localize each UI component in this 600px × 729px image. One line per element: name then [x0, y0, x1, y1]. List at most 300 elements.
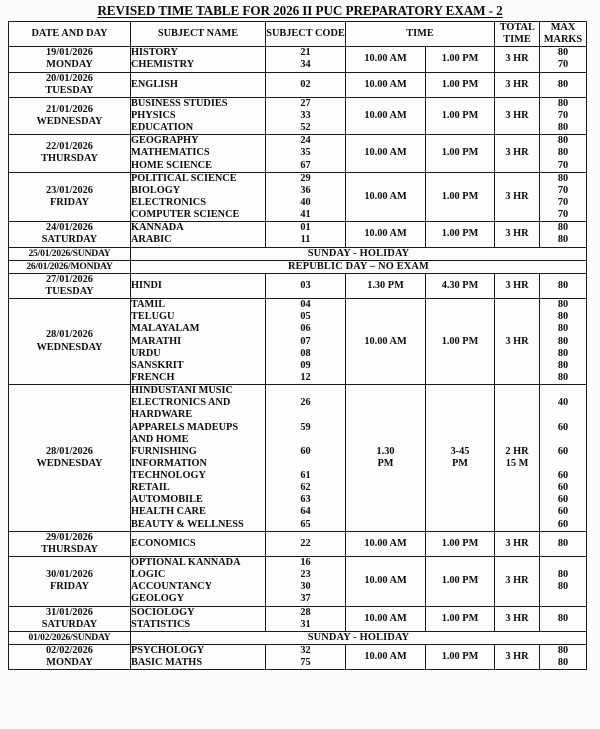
cell-total-time: [495, 222, 540, 247]
cell-subject-code: [266, 645, 346, 670]
cell-start-time: [346, 97, 426, 134]
subject-name-line: HOME SCIENCE: [131, 159, 212, 171]
subject-name: [131, 385, 265, 531]
max-marks-line: 80: [557, 359, 569, 371]
cell-subject-code: [266, 222, 346, 247]
subject-code-line: 36: [300, 184, 311, 196]
table-row: [9, 557, 587, 607]
cell-subject-name: [131, 606, 266, 631]
max-marks: [540, 173, 586, 222]
max-marks: [540, 613, 586, 625]
subject-name: [131, 79, 265, 91]
subject-code-line: 21: [300, 47, 311, 59]
max-marks-line: 80: [557, 371, 569, 383]
subject-code: [266, 538, 345, 550]
subject-code-line: 09: [300, 359, 311, 371]
total-time: [495, 53, 539, 65]
table-row: [9, 631, 587, 644]
cell-end-time: [426, 72, 495, 97]
end-time-line: 1.00 PM: [441, 651, 479, 663]
subject-name-line: GEOLOGY: [131, 593, 185, 605]
end-time: [426, 191, 494, 203]
subject-name-line: HEALTH CARE: [131, 506, 206, 518]
start-time-line: 10.00 AM: [364, 190, 407, 202]
subject-name-line: POLITICAL SCIENCE: [131, 172, 237, 184]
max-marks-line: 70: [557, 196, 569, 208]
date-text: [9, 274, 130, 298]
date-text-line: 30/01/2026: [46, 569, 93, 581]
total-time-line: 3 HR: [505, 612, 529, 624]
cell-holiday-note: SUNDAY - HOLIDAY: [131, 631, 587, 644]
start-time: [346, 613, 425, 625]
subject-name-line: ECONOMICS: [131, 537, 196, 549]
cell-total-time: [495, 97, 540, 134]
date-text-line: TUESDAY: [45, 285, 94, 297]
cell-subject-code: [266, 135, 346, 172]
cell-total-time: [495, 172, 540, 222]
total-time-line: 3 HR: [505, 537, 529, 549]
start-time: [346, 280, 425, 292]
cell-subject-code: [266, 531, 346, 556]
max-marks-line: 80: [557, 569, 569, 581]
subject-name-line: SANSKRIT: [131, 359, 184, 371]
cell-subject-name: [131, 531, 266, 556]
cell-date-and-day: [9, 47, 131, 72]
cell-end-time: [426, 47, 495, 72]
max-marks-line: 80: [557, 172, 569, 184]
header-total-time-line2: TIME: [503, 34, 531, 46]
cell-subject-code: [266, 299, 346, 385]
subject-code-line: 26: [300, 397, 311, 409]
max-marks-line: 70: [557, 184, 569, 196]
header-subject-code-line2: CODE: [315, 28, 345, 40]
date-text-line: 28/01/2026: [46, 445, 93, 457]
cell-max-marks: [540, 47, 587, 72]
header-total-time: [495, 22, 540, 47]
cell-date-and-day: [9, 172, 131, 222]
start-time-line: 10.00 AM: [364, 537, 407, 549]
header-subject-code: [266, 22, 346, 47]
start-time: [346, 575, 425, 587]
cell-start-time: [346, 72, 426, 97]
cell-max-marks: [540, 172, 587, 222]
table-row: [9, 645, 587, 670]
end-time-line: 1.00 PM: [441, 147, 479, 159]
cell-subject-name: [131, 47, 266, 72]
subject-code: [266, 79, 345, 91]
subject-name: [131, 607, 265, 631]
end-time-line: 1.00 PM: [441, 612, 479, 624]
table-row: [9, 260, 587, 273]
subject-name-line: FURNISHING: [131, 445, 197, 457]
cell-subject-name: [131, 273, 266, 298]
header-subject-code-line1: SUBJECT: [266, 28, 313, 40]
cell-date-and-day: [9, 247, 131, 260]
subject-code-line: 23: [300, 569, 311, 581]
table-row: [9, 135, 587, 172]
table-row: [9, 72, 587, 97]
start-time: [346, 53, 425, 65]
subject-name-line: APPARELS MADEUPS: [131, 421, 239, 433]
start-time: [346, 446, 425, 470]
subject-name-line: AUTOMOBILE: [131, 494, 203, 506]
cell-subject-name: [131, 299, 266, 385]
total-time-line: 3 HR: [505, 651, 529, 663]
max-marks-line: 80: [557, 97, 569, 109]
cell-end-time: [426, 135, 495, 172]
cell-date-and-day: [9, 606, 131, 631]
end-time: [426, 613, 494, 625]
cell-subject-code: [266, 47, 346, 72]
start-time-line: PM: [377, 457, 394, 469]
subject-name-line: ELECTRONICS AND: [131, 397, 231, 409]
subject-code-line: 07: [300, 335, 311, 347]
subject-name: [131, 299, 265, 384]
cell-subject-name: [131, 72, 266, 97]
cell-max-marks: [540, 385, 587, 532]
subject-code-line: 06: [300, 323, 311, 335]
cell-end-time: [426, 97, 495, 134]
max-marks: [540, 385, 586, 531]
date-text-line: 02/02/2026: [46, 645, 93, 657]
max-marks-line: 80: [557, 234, 569, 246]
subject-code: [266, 385, 345, 531]
end-time-line: 1.00 PM: [441, 78, 479, 90]
cell-subject-name: [131, 645, 266, 670]
cell-date-and-day: [9, 260, 131, 273]
end-time-line: PM: [451, 457, 468, 469]
subject-name: [131, 538, 265, 550]
subject-code-line: 05: [300, 311, 311, 323]
subject-name-line: BEAUTY & WELLNESS: [131, 518, 244, 530]
date-text: [9, 261, 130, 272]
total-time-line: 3 HR: [505, 109, 529, 121]
cell-subject-name: [131, 172, 266, 222]
date-text: [9, 222, 130, 246]
date-text-line: FRIDAY: [49, 581, 90, 593]
subject-name-line: HARDWARE: [131, 409, 193, 421]
subject-code-line: 40: [300, 196, 311, 208]
max-marks-line: 70: [557, 109, 569, 121]
subject-code-line: 30: [300, 581, 311, 593]
subject-name-line: FRENCH: [131, 371, 175, 383]
max-marks-line: 70: [557, 159, 569, 171]
end-time: [426, 228, 494, 240]
subject-name-line: BUSINESS STUDIES: [131, 97, 228, 109]
max-marks-line: 80: [557, 135, 569, 147]
cell-date-and-day: [9, 557, 131, 607]
cell-end-time: [426, 385, 495, 532]
cell-subject-code: [266, 172, 346, 222]
subject-name-line: INFORMATION: [131, 457, 207, 469]
subject-name-line: SOCIOLOGY: [131, 606, 195, 618]
date-text-line: 20/01/2026: [46, 72, 93, 84]
start-time-line: 10.00 AM: [364, 335, 407, 347]
cell-total-time: [495, 385, 540, 532]
subject-name-line: AND HOME: [131, 433, 189, 445]
cell-subject-code: [266, 273, 346, 298]
subject-name-line: EDUCATION: [131, 122, 194, 134]
subject-code-line: 24: [300, 135, 311, 147]
table-row: [9, 172, 587, 222]
subject-code-line: 01: [300, 222, 311, 234]
subject-name-line: RETAIL: [131, 482, 170, 494]
end-time-line: 1.00 PM: [441, 537, 479, 549]
subject-code-line: 75: [300, 657, 311, 669]
subject-code-line: 60: [300, 445, 311, 457]
subject-name: [131, 98, 265, 134]
subject-code: [266, 98, 345, 134]
subject-name-line: CHEMISTRY: [131, 59, 195, 71]
max-marks: [540, 299, 586, 384]
header-subject-name-line2: NAME: [206, 28, 239, 40]
start-time: [346, 191, 425, 203]
date-text: [9, 47, 130, 71]
end-time-line: 1.00 PM: [441, 335, 479, 347]
start-time: [346, 336, 425, 348]
max-marks-line: 80: [557, 222, 569, 234]
end-time-line: 1.00 PM: [441, 575, 479, 587]
total-time-line: 15 M: [505, 457, 529, 469]
max-marks-line: 80: [557, 299, 569, 311]
cell-end-time: [426, 557, 495, 607]
end-time: [426, 651, 494, 663]
subject-code-line: 61: [300, 470, 311, 482]
table-row: [9, 247, 587, 260]
cell-total-time: [495, 606, 540, 631]
subject-code: [266, 173, 345, 222]
end-time: [426, 446, 494, 470]
date-text-line: MONDAY: [46, 59, 93, 71]
date-text-line: 01/02/2026/SUNDAY: [28, 632, 111, 644]
start-time-line: 1.30 PM: [367, 279, 404, 291]
date-text-line: 29/01/2026: [46, 531, 93, 543]
cell-subject-code: [266, 97, 346, 134]
max-marks-line: 60: [557, 506, 569, 518]
max-marks-line: 80: [557, 335, 569, 347]
end-time-line: 1.00 PM: [441, 109, 479, 121]
cell-max-marks: [540, 645, 587, 670]
start-time: [346, 147, 425, 159]
date-text: [9, 104, 130, 128]
date-text-line: 31/01/2026: [46, 606, 93, 618]
date-text: [9, 329, 130, 353]
subject-code-line: 67: [300, 159, 311, 171]
subject-name-line: TAMIL: [131, 299, 166, 311]
date-text-line: 23/01/2026: [46, 184, 93, 196]
date-text-line: THURSDAY: [41, 153, 98, 165]
subject-name-line: TELUGU: [131, 311, 175, 323]
max-marks-line: 80: [557, 323, 569, 335]
cell-total-time: [495, 72, 540, 97]
date-text-line: 22/01/2026: [46, 141, 93, 153]
subject-name-line: MALAYALAM: [131, 323, 200, 335]
cell-start-time: [346, 299, 426, 385]
cell-date-and-day: [9, 72, 131, 97]
total-time: [495, 651, 539, 663]
date-text: [9, 532, 130, 556]
cell-end-time: [426, 172, 495, 222]
subject-code-line: 16: [300, 557, 311, 569]
subject-name-line: MATHEMATICS: [131, 147, 210, 159]
max-marks: [540, 538, 586, 550]
max-marks-line: 70: [557, 59, 569, 71]
subject-code: [266, 645, 345, 669]
header-max-marks: [540, 22, 587, 47]
table-row: [9, 531, 587, 556]
total-time: [495, 191, 539, 203]
cell-start-time: [346, 135, 426, 172]
end-time: [426, 280, 494, 292]
header-max-marks-line1: MAX: [550, 22, 576, 33]
subject-code-line: 35: [300, 147, 311, 159]
date-text-line: 19/01/2026: [46, 47, 93, 59]
table-header: [9, 22, 587, 47]
max-marks-line: 40: [557, 397, 569, 409]
start-time-line: 10.00 AM: [364, 147, 407, 159]
page-title-text: REVISED TIME TABLE FOR 2026 II PUC PREPARATORY EXAM - 2: [97, 3, 503, 18]
max-marks-line: 80: [557, 311, 569, 323]
subject-code-line: 12: [300, 371, 311, 383]
total-time: [495, 228, 539, 240]
subject-name-line: HISTORY: [131, 47, 178, 59]
cell-subject-name: [131, 97, 266, 134]
table-row: [9, 222, 587, 247]
cell-max-marks: [540, 557, 587, 607]
subject-code: [266, 47, 345, 71]
cell-start-time: [346, 273, 426, 298]
date-text-line: 24/01/2026: [46, 222, 93, 234]
cell-subject-code: [266, 72, 346, 97]
date-text-line: 25/01/2026/SUNDAY: [28, 247, 111, 259]
subject-code-line: 59: [300, 421, 311, 433]
table-row: [9, 385, 587, 532]
cell-start-time: [346, 172, 426, 222]
start-time-line: 1.30: [376, 445, 395, 457]
subject-name-line: PHYSICS: [131, 109, 176, 121]
max-marks-line: 60: [557, 518, 569, 530]
subject-code-line: 27: [300, 97, 311, 109]
date-text-line: FRIDAY: [49, 196, 90, 208]
start-time: [346, 110, 425, 122]
cell-total-time: [495, 299, 540, 385]
end-time-line: 4.30 PM: [441, 279, 479, 291]
subject-code: [266, 299, 345, 384]
cell-start-time: [346, 606, 426, 631]
end-time: [426, 53, 494, 65]
cell-start-time: [346, 385, 426, 532]
max-marks-line: 80: [557, 537, 569, 549]
subject-code-line: 37: [300, 593, 311, 605]
start-time-line: 10.00 AM: [364, 109, 407, 121]
cell-total-time: [495, 531, 540, 556]
end-time: [426, 336, 494, 348]
timetable: [8, 21, 587, 670]
cell-date-and-day: [9, 97, 131, 134]
cell-end-time: [426, 299, 495, 385]
cell-date-and-day: [9, 645, 131, 670]
subject-code-line: 31: [300, 618, 311, 630]
subject-name-line: ENGLISH: [131, 78, 178, 90]
subject-code-line: 11: [300, 234, 311, 246]
subject-code-line: 28: [300, 606, 311, 618]
subject-name: [131, 557, 265, 606]
header-row: [9, 22, 587, 47]
cell-subject-code: [266, 385, 346, 532]
total-time: [495, 110, 539, 122]
total-time-line: 3 HR: [505, 279, 529, 291]
cell-holiday-note: REPUBLIC DAY – NO EXAM: [131, 260, 587, 273]
subject-name-line: MARATHI: [131, 335, 182, 347]
end-time-line: 1.00 PM: [441, 228, 479, 240]
max-marks-line: 80: [557, 657, 569, 669]
table-row: [9, 606, 587, 631]
start-time: [346, 228, 425, 240]
end-time: [426, 110, 494, 122]
header-total-time-line1: TOTAL: [499, 22, 535, 33]
table-row: [9, 299, 587, 385]
total-time-line: 3 HR: [505, 147, 529, 159]
cell-start-time: [346, 531, 426, 556]
total-time: [495, 79, 539, 91]
total-time-line: 3 HR: [505, 335, 529, 347]
date-text-line: 21/01/2026: [46, 103, 93, 115]
cell-start-time: [346, 222, 426, 247]
max-marks-line: 80: [557, 581, 569, 593]
total-time-line: 3 HR: [505, 575, 529, 587]
date-text-line: 26/01/2026/MONDAY: [26, 261, 113, 273]
date-text: [9, 632, 130, 643]
subject-name-line: ARABIC: [131, 234, 172, 246]
subject-code: [266, 557, 345, 606]
max-marks-line: 80: [557, 347, 569, 359]
date-text: [9, 185, 130, 209]
subject-code: [266, 280, 345, 292]
cell-start-time: [346, 645, 426, 670]
date-text-line: 28/01/2026: [46, 329, 93, 341]
cell-subject-name: [131, 222, 266, 247]
start-time-line: 10.00 AM: [364, 53, 407, 65]
subject-code: [266, 135, 345, 171]
cell-end-time: [426, 273, 495, 298]
subject-code: [266, 222, 345, 246]
subject-name-line: HINDI: [131, 279, 162, 291]
cell-subject-code: [266, 606, 346, 631]
subject-code-line: 65: [300, 518, 311, 530]
header-subject-name: [131, 22, 266, 47]
subject-code-line: 63: [300, 494, 311, 506]
subject-code-line: 33: [300, 109, 311, 121]
max-marks-line: 60: [557, 470, 569, 482]
date-text-line: TUESDAY: [45, 84, 94, 96]
cell-subject-name: [131, 135, 266, 172]
subject-name-line: PSYCHOLOGY: [131, 645, 205, 657]
subject-code-line: 04: [300, 299, 311, 311]
cell-total-time: [495, 135, 540, 172]
total-time: [495, 147, 539, 159]
cell-date-and-day: [9, 222, 131, 247]
max-marks-line: 80: [557, 78, 569, 90]
subject-code-line: 52: [300, 122, 311, 134]
cell-end-time: [426, 531, 495, 556]
max-marks-line: 70: [557, 209, 569, 221]
cell-holiday-note: SUNDAY - HOLIDAY: [131, 247, 587, 260]
header-time: TIME: [346, 22, 495, 47]
subject-name: [131, 280, 265, 292]
subject-code-line: 03: [300, 279, 311, 291]
subject-code-line: 41: [300, 209, 311, 221]
cell-date-and-day: [9, 135, 131, 172]
